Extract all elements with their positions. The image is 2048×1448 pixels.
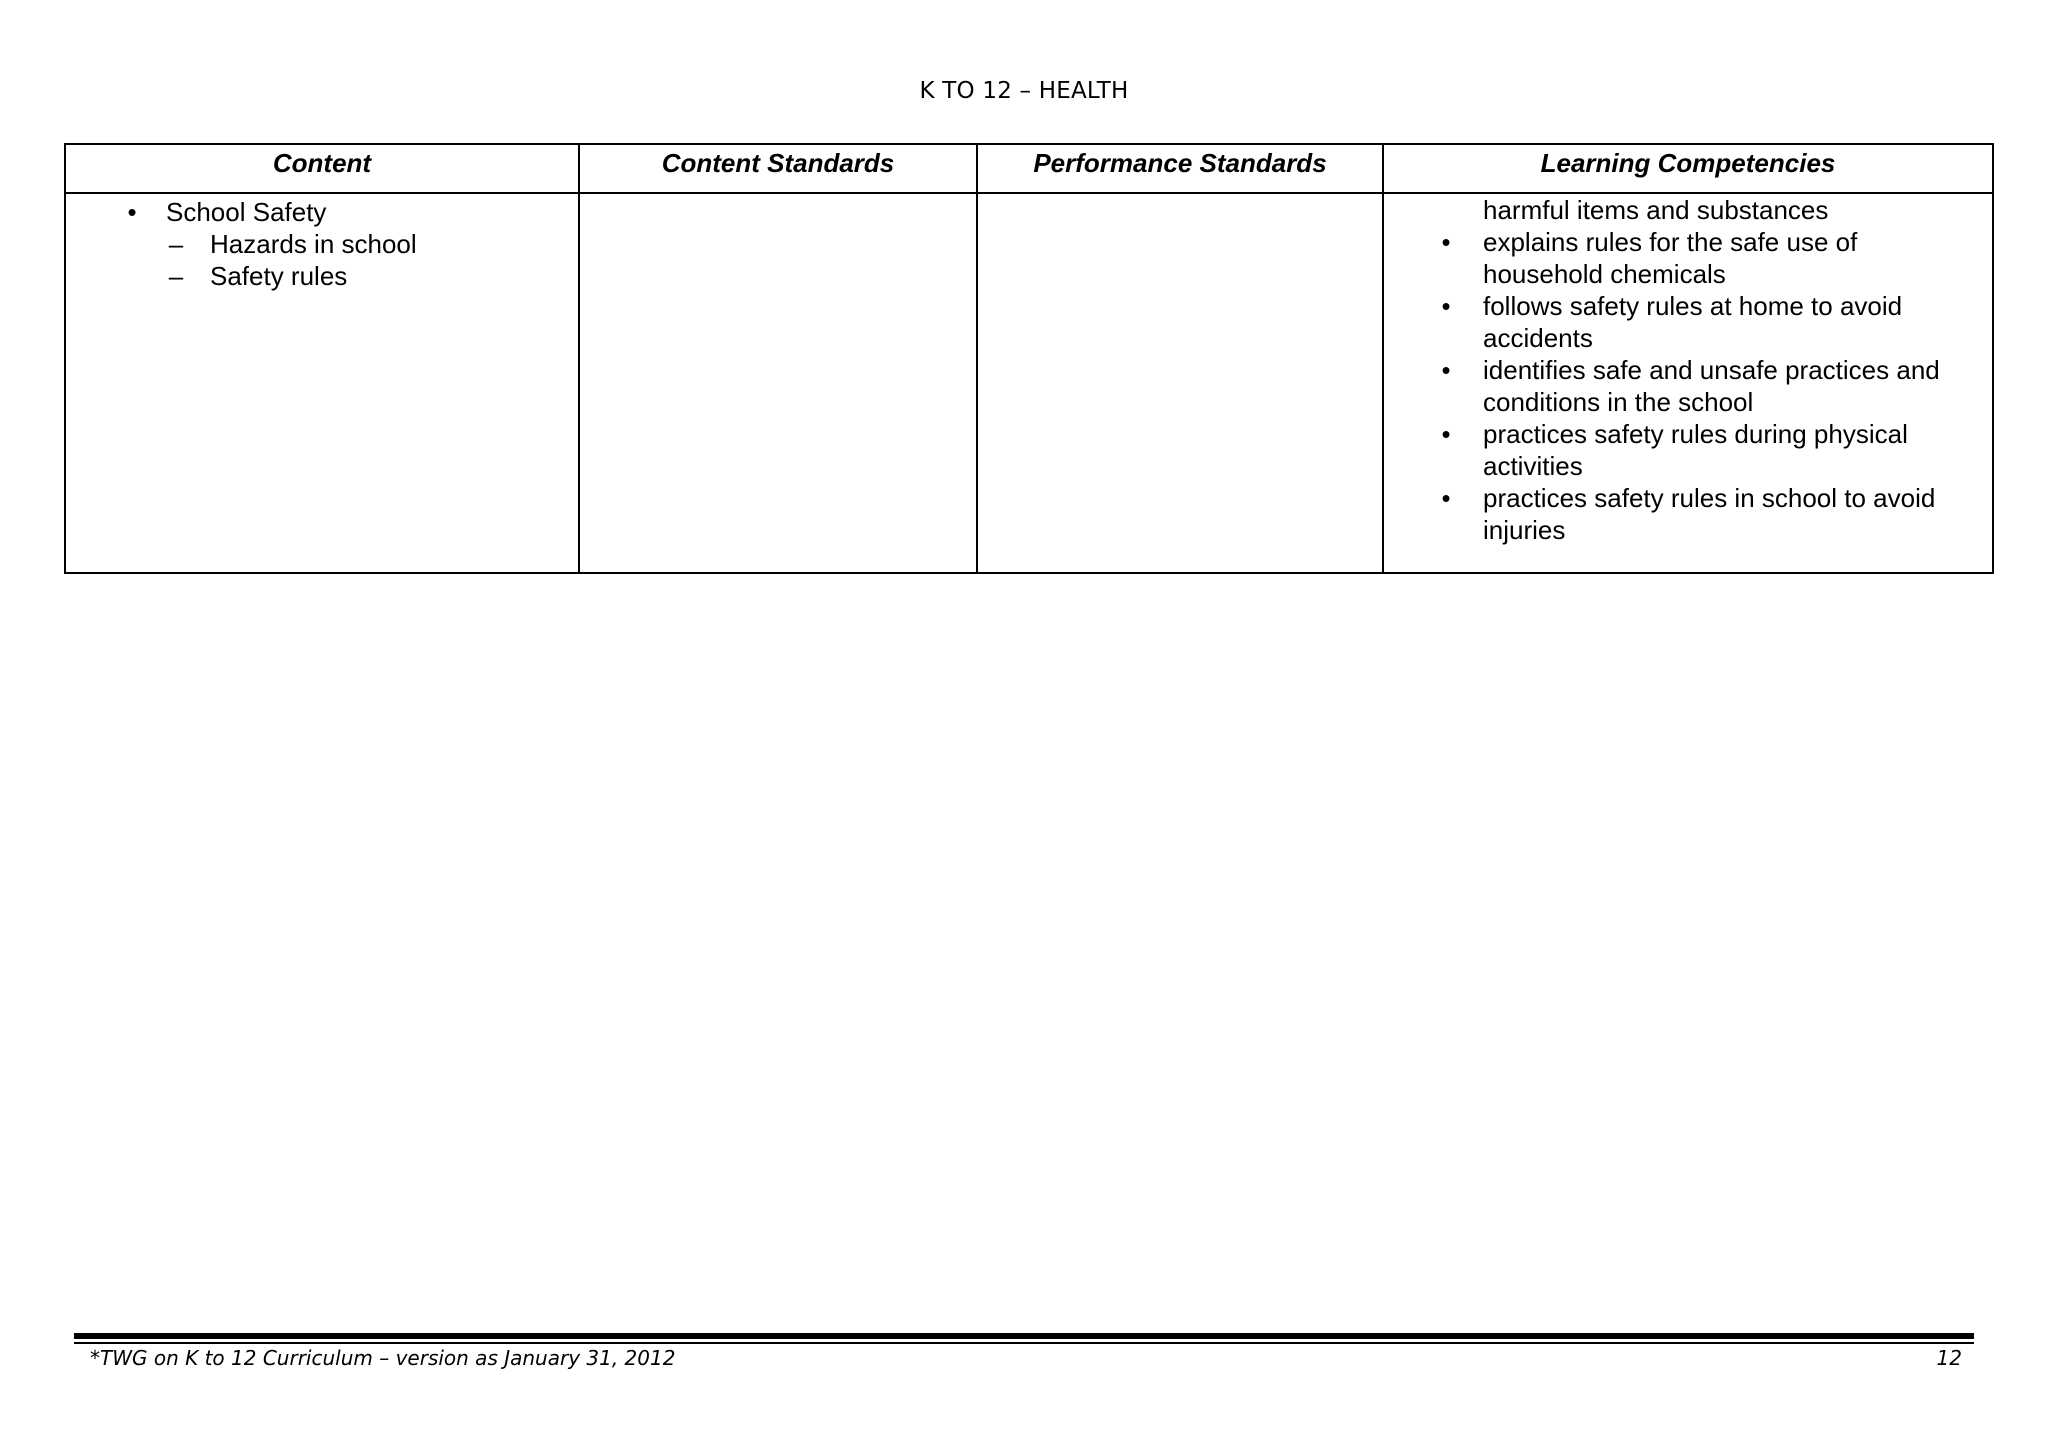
- curriculum-table: [64, 143, 1994, 574]
- footer-rule-thick: [74, 1333, 1974, 1339]
- column-header-learning-competencies: Learning Competencies: [1383, 144, 1993, 193]
- learning-competencies-cell: [1383, 193, 1993, 573]
- list-item: [166, 228, 578, 260]
- content-cell: [65, 193, 579, 573]
- table-header-row: [65, 144, 1993, 193]
- bullet-icon: •: [1441, 355, 1451, 385]
- dash-icon: –: [168, 229, 184, 259]
- column-header-content-standards: Content Standards: [579, 144, 977, 193]
- footer-rule-thin: [74, 1342, 1974, 1344]
- column-header-content: Content: [65, 144, 579, 193]
- competency-continuation: harmful items and substances: [1483, 195, 1829, 225]
- competency-label: explains rules for the safe use of household chemicals: [1483, 227, 1858, 289]
- competency-label: practices safety rules during physical activities: [1483, 419, 1908, 481]
- table-row: [65, 193, 1993, 573]
- list-item: [1384, 482, 1992, 546]
- competency-label: follows safety rules at home to avoid accidents: [1483, 291, 1903, 353]
- list-item: [1384, 354, 1992, 418]
- performance-standards-cell: [977, 193, 1383, 573]
- page-title: K TO 12 – HEALTH: [919, 78, 1129, 104]
- list-item: [1384, 418, 1992, 482]
- content-item-label: School Safety: [166, 197, 327, 227]
- bullet-icon: •: [1441, 483, 1451, 513]
- bullet-icon: •: [127, 197, 137, 227]
- page-number: 12: [1936, 1346, 1962, 1370]
- list-item: [66, 196, 578, 292]
- bullet-icon: •: [1441, 227, 1451, 257]
- bullet-icon: •: [1441, 419, 1451, 449]
- competency-label: practices safety rules in school to avoid injuries: [1483, 483, 1936, 545]
- content-sub-list: [166, 228, 578, 292]
- column-header-performance-standards: Performance Standards: [977, 144, 1383, 193]
- footer-note: *TWG on K to 12 Curriculum – version as January 31, 2012: [90, 1346, 676, 1370]
- sub-item-label: Hazards in school: [210, 229, 417, 259]
- bullet-icon: •: [1441, 291, 1451, 321]
- sub-item-label: Safety rules: [210, 261, 348, 291]
- competency-list: [1384, 226, 1992, 546]
- competency-label: identifies safe and unsafe practices and conditions in the school: [1483, 355, 1940, 417]
- content-standards-cell: [579, 193, 977, 573]
- list-item: [1384, 226, 1992, 290]
- content-list: [66, 194, 578, 292]
- list-item: [1384, 290, 1992, 354]
- dash-icon: –: [168, 261, 184, 291]
- list-item: [166, 260, 578, 292]
